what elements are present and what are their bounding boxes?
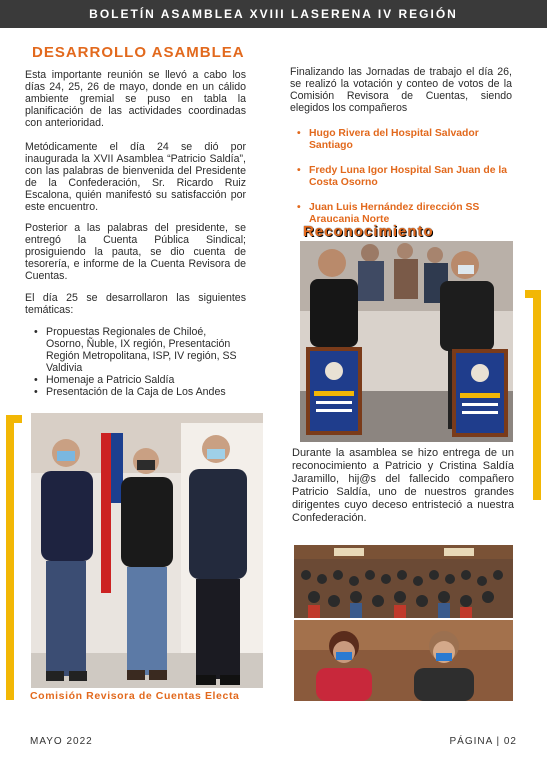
list-item: • Juan Luis Hernández dirección SS Araucania Norte (293, 202, 515, 226)
photo-recognition (300, 241, 513, 442)
photo-two-women (294, 620, 513, 701)
newsletter-title: BOLETÍN ASAMBLEA XVIII LASERENA IV REGIÓN (89, 7, 458, 21)
list-item: • Hugo Rivera del Hospital Salvador Santiago (293, 128, 515, 152)
paragraph-voting: Finalizando las Jornadas de trabajo el día 26, se realizó la votación y conteo de votos de la Comisión Revisora de Cuentas, siendo elegidos los compañeros (290, 66, 512, 114)
paragraph-intro: Esta importante reunión se llevó a cabo los días 24, 25, 26 de mayo, donde en un cálido ambiente gremial se puso en tabla la planificación de las actividades coordinadas con anterioridad. (25, 69, 246, 129)
footer-date: MAYO 2022 (30, 736, 93, 747)
recognition-title: Reconocimiento (303, 223, 434, 240)
photo-caption: Comisión Revisora de Cuentas Electa (30, 690, 240, 702)
accent-bar-right-cap (525, 290, 541, 298)
photo-commission (31, 413, 263, 688)
footer-page-number: PÁGINA | 02 (449, 736, 517, 747)
list-item: • Fredy Luna Igor Hospital San Juan de la Costa Osorno (293, 165, 515, 189)
paragraph-recognition: Durante la asamblea se hizo entrega de un reconocimiento a Patricio y Cristina Saldía Jaramillo, hij@s del fallecido compañero Patricio Saldía, uno de nuestros grandes dirigentes cuyo deceso entristeció a nuestra Confederación. (292, 447, 514, 524)
paragraph-day-25: El día 25 se desarrollaron las siguientes temáticas: (25, 292, 246, 316)
topics-list (32, 326, 246, 398)
photo-audience (294, 545, 513, 618)
accent-bar-left-cap (6, 415, 22, 423)
list-item: • Propuestas Regionales de Chiloé, Osorno, Ñuble, IX región, Presentación Región Metropolitana, ISP, IV región, SS Valdivia (32, 326, 246, 374)
accent-bar-left (6, 415, 14, 700)
list-item: • Homenaje a Patricio Saldía (32, 374, 246, 386)
paragraph-inauguration: Metódicamente el día 24 se dió por inaugurada la XVII Asamblea “Patricio Saldía”, con las palabras de bienvenida del Presidente de la Confederación, Sr. Ricardo Ruiz Escalona, quién manifestó su satisfacción por este encuentro. (25, 141, 246, 213)
section-title: DESARROLLO ASAMBLEA (32, 44, 245, 61)
list-item: • Presentación de la Caja de Los Andes (32, 386, 246, 398)
newsletter-header (0, 0, 547, 28)
paragraph-public-account: Posterior a las palabras del presidente, se entregó la Cuenta Pública Sindical; prosiguiendo la pauta, se dio cuenta de tesorería, e informe de la Cuenta Revisora de Cuentas. (25, 222, 246, 282)
accent-bar-right (533, 290, 541, 500)
